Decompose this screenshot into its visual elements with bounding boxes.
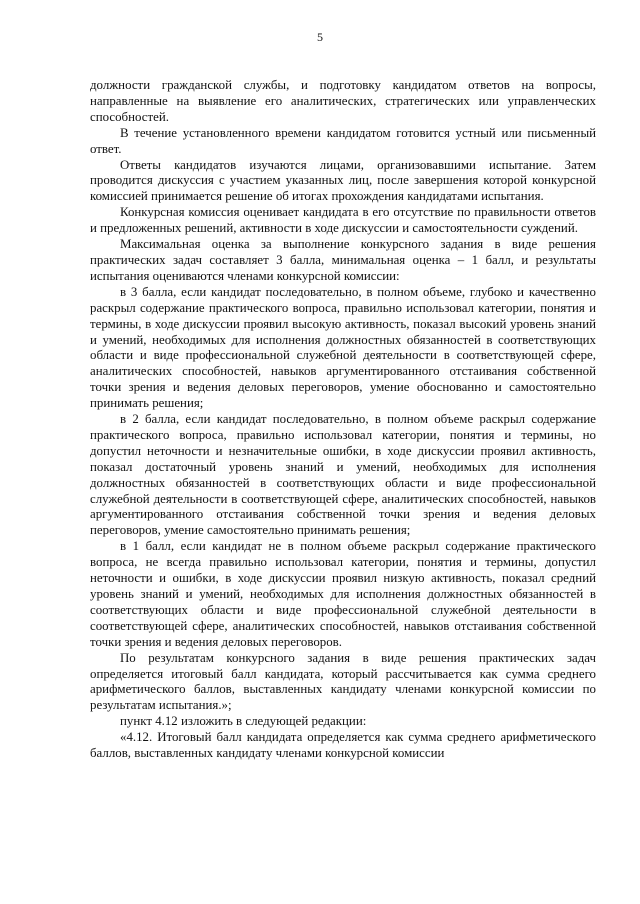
paragraph-item-4-12: «4.12. Итоговый балл кандидата определяется как сумма среднего арифметического баллов, выставленных кандидату членами конкурсной комиссии	[90, 730, 596, 761]
paragraph-final-score: По результатам конкурсного задания в виде решения практических задач определяется итоговый балл кандидата, который рассчитывается как сумма среднего арифметического баллов, выставленных кандидату членами конкурсной комиссии по результатам испытания.»;	[90, 650, 596, 713]
paragraph-score-3: в 3 балла, если кандидат последовательно, в полном объеме, глубоко и качественно раскрыл содержание практического вопроса, правильно использовал категории, понятия и термины, в ходе дискуссии проявил высокую активность, показал высокий уровень знаний и умений, необходимых для исполнения должностных обязанностей в соответствующих области и виде профессиональной служебной деятельности в соответствующей сфере, аналитических способностей, навыков аргументированного отстаивания собственной точки зрения и ведения деловых переговоров, умение обоснованно и самостоятельно принимать решения;	[90, 284, 596, 411]
paragraph-score-1: в 1 балл, если кандидат не в полном объеме раскрыл содержание практического вопроса, не всегда правильно использовал категории, понятия и термины, допустил неточности и ошибки, в ходе дискуссии проявил низкую активность, показал средний уровень знаний и умений, необходимых для исполнения должностных обязанностей в соответствующих области и виде профессиональной служебной деятельности в соответствующей сфере, аналитических способностей, навыков отстаивания собственной точки зрения и ведения деловых переговоров.	[90, 539, 596, 649]
paragraph-answers-review: Ответы кандидатов изучаются лицами, организовавшими испытание. Затем проводится дискуссия с участием указанных лиц, после завершения которой конкурсной комиссией принимается решение об итогах прохождения кандидатами испытания.	[90, 157, 596, 204]
paragraph-score-2: в 2 балла, если кандидат последовательно, в полном объеме раскрыл содержание практического вопроса, правильно использовал категории, понятия и термины, но допустил неточности и незначительные ошибки, в ходе дискуссии проявил активность, показал достаточный уровень знаний и умений, необходимых для исполнения должностных обязанностей в соответствующих области и виде профессиональной служебной деятельности в соответствующей сфере, аналитических способностей, навыков аргументированного отстаивания собственной точки зрения и ведения деловых переговоров, умение самостоятельно принимать решения;	[90, 412, 596, 538]
paragraph-item-4-12-intro: пункт 4.12 изложить в следующей редакции:	[120, 714, 367, 729]
paragraph-continuation: должности гражданской службы, и подготовку кандидатом ответов на вопросы, направленные на выявление его аналитических, стратегических или управленческих способностей.	[90, 78, 596, 124]
paragraph-answer-time: В течение установленного времени кандидатом готовится устный или письменный ответ.	[90, 125, 596, 156]
paragraph-commission-evaluation: Конкурсная комиссия оценивает кандидата в его отсутствие по правильности ответов и предложенных решений, активности в ходе дискуссии и самостоятельности суждений.	[90, 205, 596, 236]
document-body	[90, 78, 596, 762]
paragraph-max-score: Максимальная оценка за выполнение конкурсного задания в виде решения практических задач составляет 3 балла, минимальная оценка – 1 балл, и результаты испытания оцениваются членами конкурсной комиссии:	[90, 237, 596, 283]
page-number: 5	[317, 30, 323, 44]
